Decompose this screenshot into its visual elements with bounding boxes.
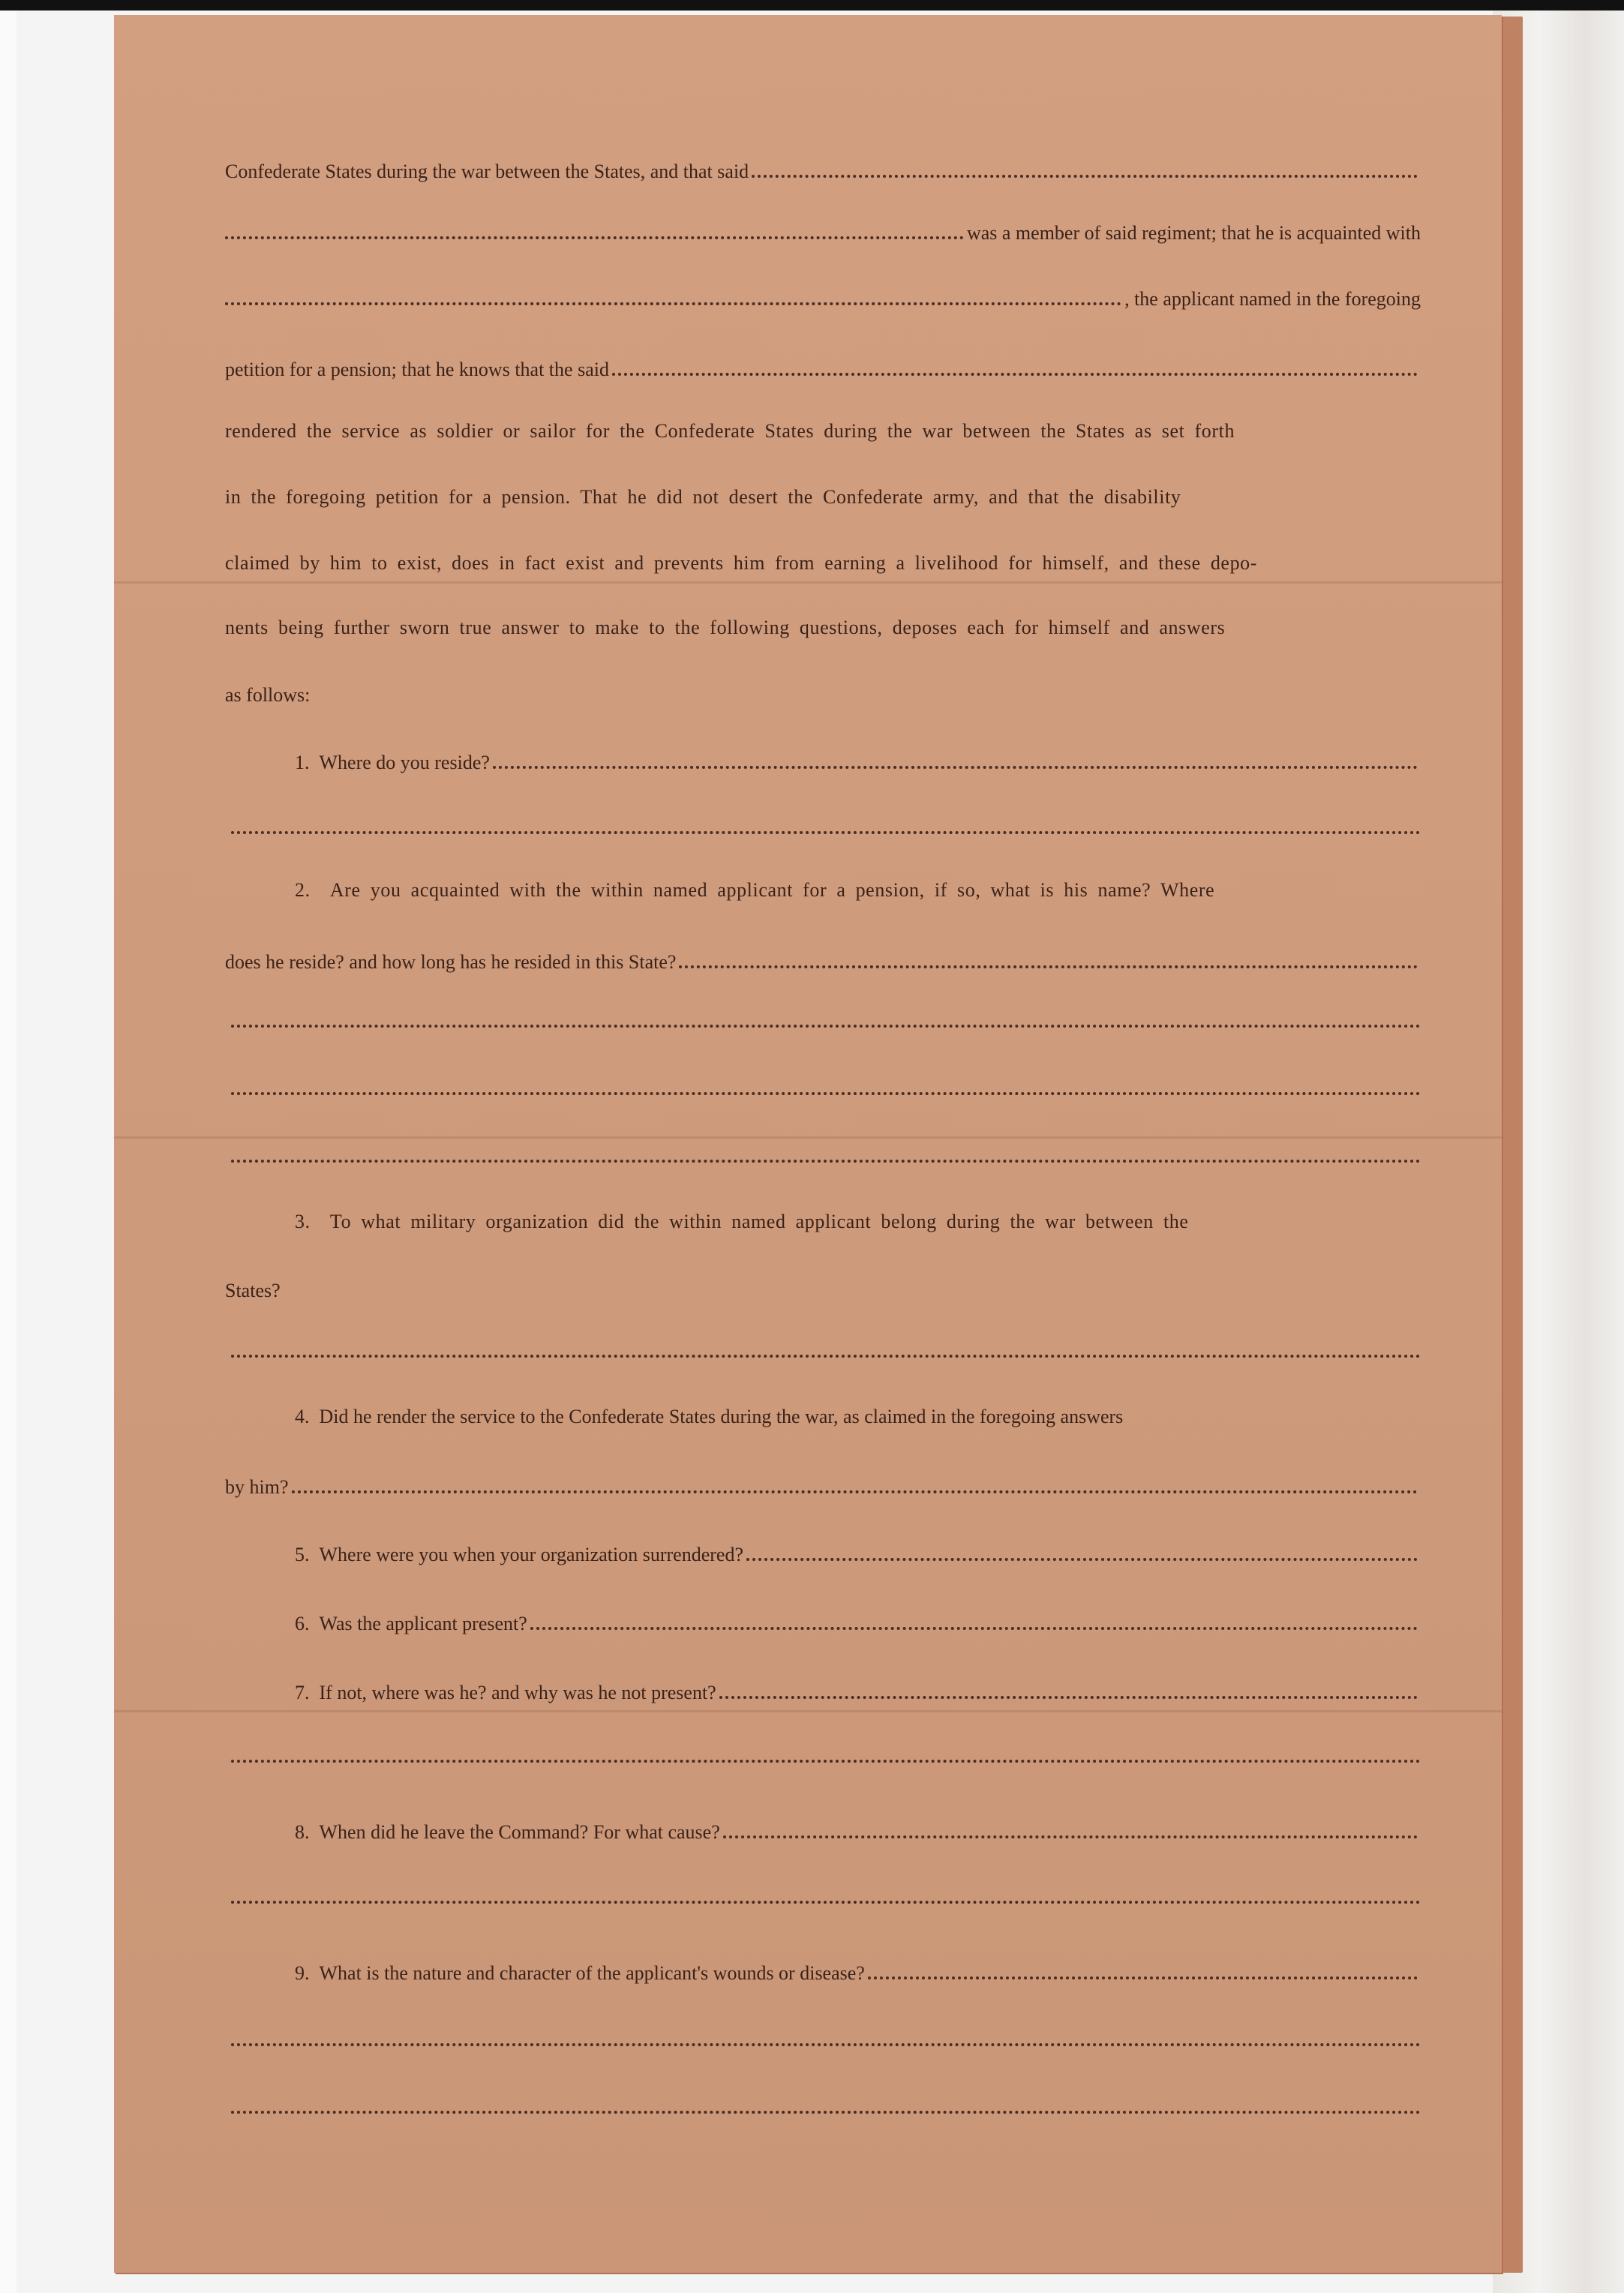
question-text: When did he leave the Command? For what cause? [319,1821,720,1844]
question-number: 6. [295,1613,310,1635]
question-number: 1. [295,752,310,774]
answer-blank[interactable] [231,1355,1421,1358]
paragraph-line [225,158,1421,191]
paragraph-line [225,420,1421,453]
fill-in-blank[interactable] [752,158,1418,178]
answer-blank[interactable] [231,2043,1421,2046]
paragraph-text: nents being further sworn true answer to make to the following questions, deposes each for himself and answers [225,617,1226,638]
question-3 [295,1211,1421,1244]
answer-blank[interactable] [292,1473,1418,1493]
paragraph-text: petition for a pension; that he knows that the said [225,359,609,381]
paragraph-text: in the foregoing petition for a pension. That he did not desert the Confederate army, and that the disability [225,486,1181,508]
answer-blank[interactable] [231,1025,1421,1028]
question-text: Did he render the service to the Confederate States during the war, as claimed in the foregoing answers [319,1406,1124,1427]
answer-blank[interactable] [231,831,1421,834]
question-number: 2. [295,879,311,901]
answer-blank[interactable] [231,1160,1421,1163]
answer-blank[interactable] [231,2111,1421,2114]
question-6 [295,1610,1421,1643]
answer-blank[interactable] [746,1541,1418,1561]
question-1 [295,749,1421,782]
fill-in-blank[interactable] [612,356,1418,376]
form-page [114,15,1502,2273]
question-7 [295,1679,1421,1712]
answer-blank[interactable] [679,948,1418,968]
question-number: 8. [295,1821,310,1844]
question-number: 4. [295,1406,310,1427]
question-9 [295,1959,1421,1992]
question-text: To what military organization did the within named applicant belong during the war between the [329,1211,1189,1232]
paragraph-line [225,285,1421,318]
fill-in-blank[interactable] [225,219,964,239]
question-5 [295,1541,1421,1574]
question-text: If not, where was he? and why was he not present? [319,1682,716,1704]
question-8 [295,1818,1421,1851]
paragraph-line [225,684,1421,717]
answer-blank[interactable] [493,749,1418,769]
paragraph-line [225,617,1421,650]
question-number: 5. [295,1544,310,1566]
answer-blank[interactable] [231,1901,1421,1904]
paragraph-line [225,486,1421,519]
paragraph-line [225,552,1421,585]
question-text: Where were you when your organization surrendered? [319,1544,743,1566]
question-text: States? [225,1280,281,1301]
paragraph-text: rendered the service as soldier or sailor for the Confederate States during the war between the States as set forth [225,420,1235,442]
paragraph-line [225,219,1421,252]
question-text: Where do you reside? [319,752,490,774]
question-text: by him? [225,1476,289,1499]
question-3-continuation [225,1280,1421,1313]
scan-top-border [0,0,1624,11]
question-text: does he reside? and how long has he resided in this State? [225,951,677,974]
paragraph-text: was a member of said regiment; that he is acquainted with [966,222,1421,245]
question-2 [295,879,1421,912]
paragraph-line [225,356,1421,389]
question-2-continuation [225,948,1421,981]
question-4-continuation [225,1473,1421,1506]
answer-blank[interactable] [231,1092,1421,1095]
question-number: 9. [295,1962,310,1985]
paragraph-text: claimed by him to exist, does in fact exist and prevents him from earning a livelihood for himself, and these depo- [225,552,1258,574]
answer-blank[interactable] [719,1679,1418,1699]
paragraph-text: , the applicant named in the foregoing [1124,288,1421,311]
fill-in-blank[interactable] [225,285,1121,305]
question-number: 3. [295,1211,311,1232]
question-text: Are you acquainted with the within named applicant for a pension, if so, what is his name? Where [329,879,1215,901]
question-number: 7. [295,1682,310,1704]
answer-blank[interactable] [868,1959,1418,1979]
paragraph-text: Confederate States during the war between the States, and that said [225,161,749,183]
question-4 [295,1406,1421,1439]
question-text: What is the nature and character of the applicant's wounds or disease? [319,1962,865,1985]
question-text: Was the applicant present? [319,1613,527,1635]
answer-blank[interactable] [231,1760,1421,1763]
paragraph-text: as follows: [225,684,311,706]
fold-crease [114,1136,1502,1139]
answer-blank[interactable] [530,1610,1418,1630]
answer-blank[interactable] [723,1818,1418,1838]
scan-left-margin [0,11,17,2293]
